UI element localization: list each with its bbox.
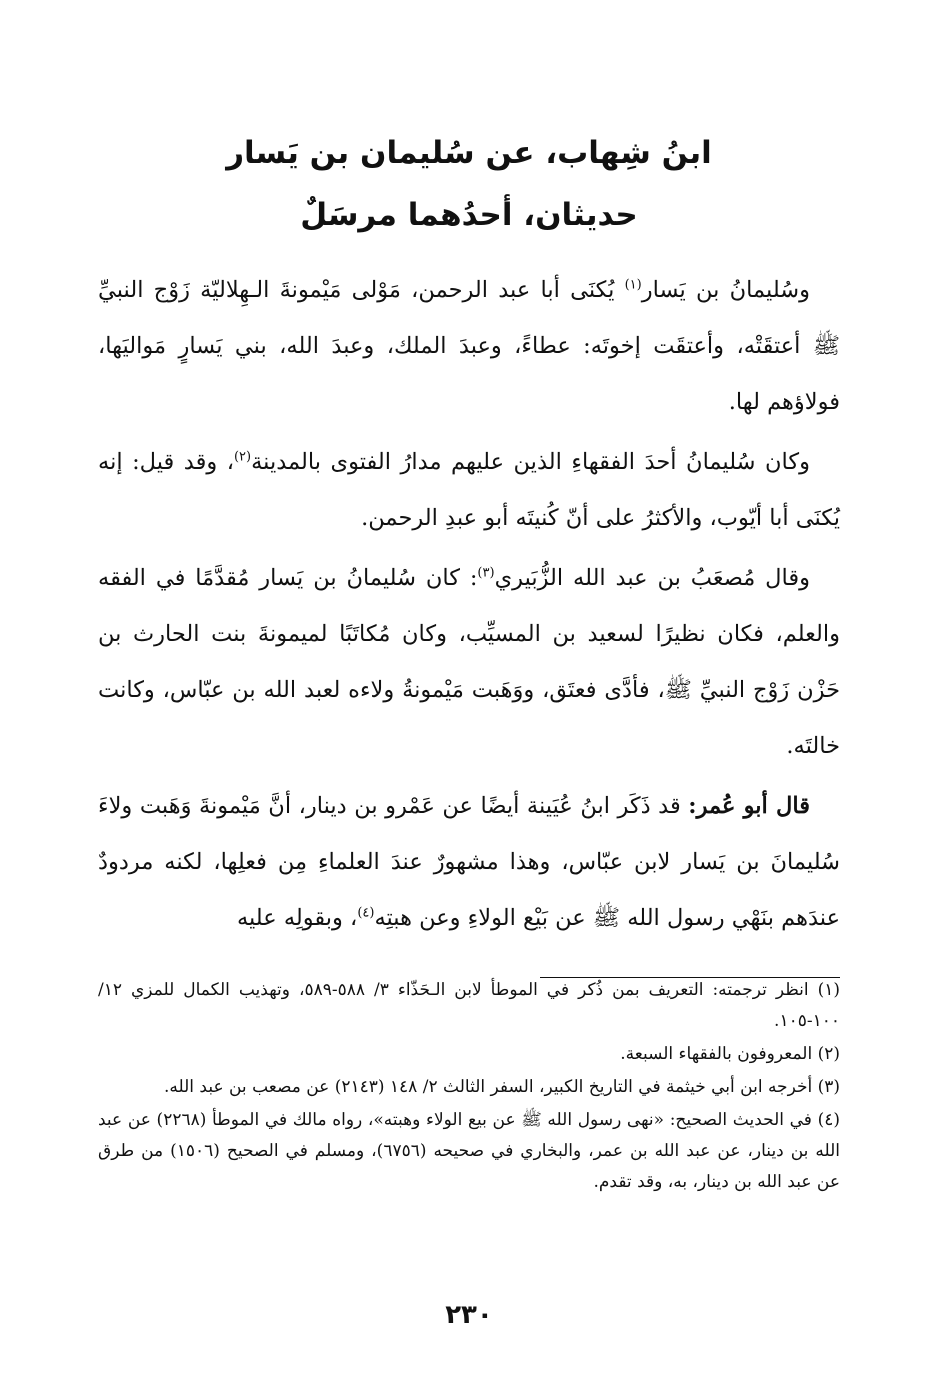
paragraph <box>98 262 840 430</box>
paragraph <box>98 434 840 546</box>
paragraph-text: وسُليمانُ بن يَسار <box>641 277 810 303</box>
footnote: (٢) المعروفون بالفقهاء السبعة. <box>620 1044 840 1064</box>
book-page <box>98 0 840 1374</box>
paragraph-text: وكان سُليمانُ أحدَ الفقهاءِ الذين عليهم مدارُ الفتوى بالمدينة <box>251 449 810 475</box>
footnotes <box>98 975 840 1200</box>
page-number: ٢٣٠ <box>445 1300 493 1330</box>
footnote-marker: (٢) <box>233 449 252 465</box>
paragraph-lead: قال أبو عُمر: <box>688 793 810 819</box>
footnote-marker: (٤) <box>357 905 375 921</box>
paragraph-text: قد ذَكَر ابنُ عُيَينة أيضًا عن عَمْرو بن دينار، أنَّ مَيْمونةَ وَهَبت ولاءَ سُليمانَ بن يَسار لابن عبّاس، وهذا مشهورٌ عندَ العلماءِ مِن فعلِها، لكنه مردودٌ عندَهم بنَهْي رسول الله ﷺ عن بَيْع الولاءِ وعن هبتِه <box>98 793 840 931</box>
chapter-subtitle: حديثان، أحدُهما مرسَلٌ <box>300 197 638 233</box>
paragraph <box>98 550 840 774</box>
paragraph-text: ، وبقولِه عليه <box>236 905 358 931</box>
paragraph <box>98 778 840 946</box>
chapter-title: ابنُ شِهاب، عن سُليمان بن يَسار <box>226 135 712 171</box>
main-text <box>98 262 840 950</box>
paragraph-text: وقال مُصعَبُ بن عبد الله الزُّبَيري <box>494 565 810 591</box>
paragraph-text: يُكنَى أبا عبد الرحمن، مَوْلى مَيْمونةَ الـهِلاليّة زَوْج النبيِّ ﷺ أعتقَتْه، وأعتقَت إخوتَه: عطاءً، وعبدَ الملك، وعبدَ الله، بني يَسارٍ مَواليَها، فولاؤهم لها. <box>98 277 840 415</box>
footnote: (٤) في الحديث الصحيح: «نهى رسول الله ﷺ عن بيع الولاء وهبته»، رواه مالك في الموطأ (٢٢٦٨) عن عبد الله بن دينار، عن عبد الله بن عمر، والبخاري في صحيحه (٦٧٥٦)، ومسلم في الصحيح (١٥٠٦) من طرق عن عبد الله بن دينار، به، وقد تقدم. <box>98 1110 840 1192</box>
footnote: (٣) أخرجه ابن أبي خيثمة في التاريخ الكبير، السفر الثالث ٢/ ١٤٨ (٢١٤٣) عن مصعب بن عبد الله. <box>163 1077 840 1097</box>
chapter-heading <box>98 122 840 246</box>
paragraph-text: ، وقد قيل: إنه يُكنَى أبا أيّوب، والأكثرُ على أنّ كُنيتَه أبو عبدِ الرحمن. <box>98 449 840 531</box>
footnote-marker: (٣) <box>477 565 495 581</box>
footnote-marker: (١) <box>624 277 642 293</box>
paragraph-text: : كان سُليمانُ بن يَسار مُقدَّمًا في الفقه والعلم، فكان نظيرًا لسعيد بن المسيِّب، وكان مُكاتَبًا لميمونةَ بنت الحارث بن حَزْن زَوْج النبيِّ ﷺ، فأدَّى فعتَق، ووَهَبت مَيْمونةُ ولاءه لعبد الله بن عبّاس، وكانت خالتَه. <box>98 565 840 759</box>
footnote: (١) انظر ترجمته: التعريف بمن ذُكر في الموطأ لابن الـحَذّاء ٣/ ٥٨٨-٥٨٩، وتهذيب الكمال للمزي ١٢/ ١٠٠-١٠٥. <box>98 980 840 1031</box>
